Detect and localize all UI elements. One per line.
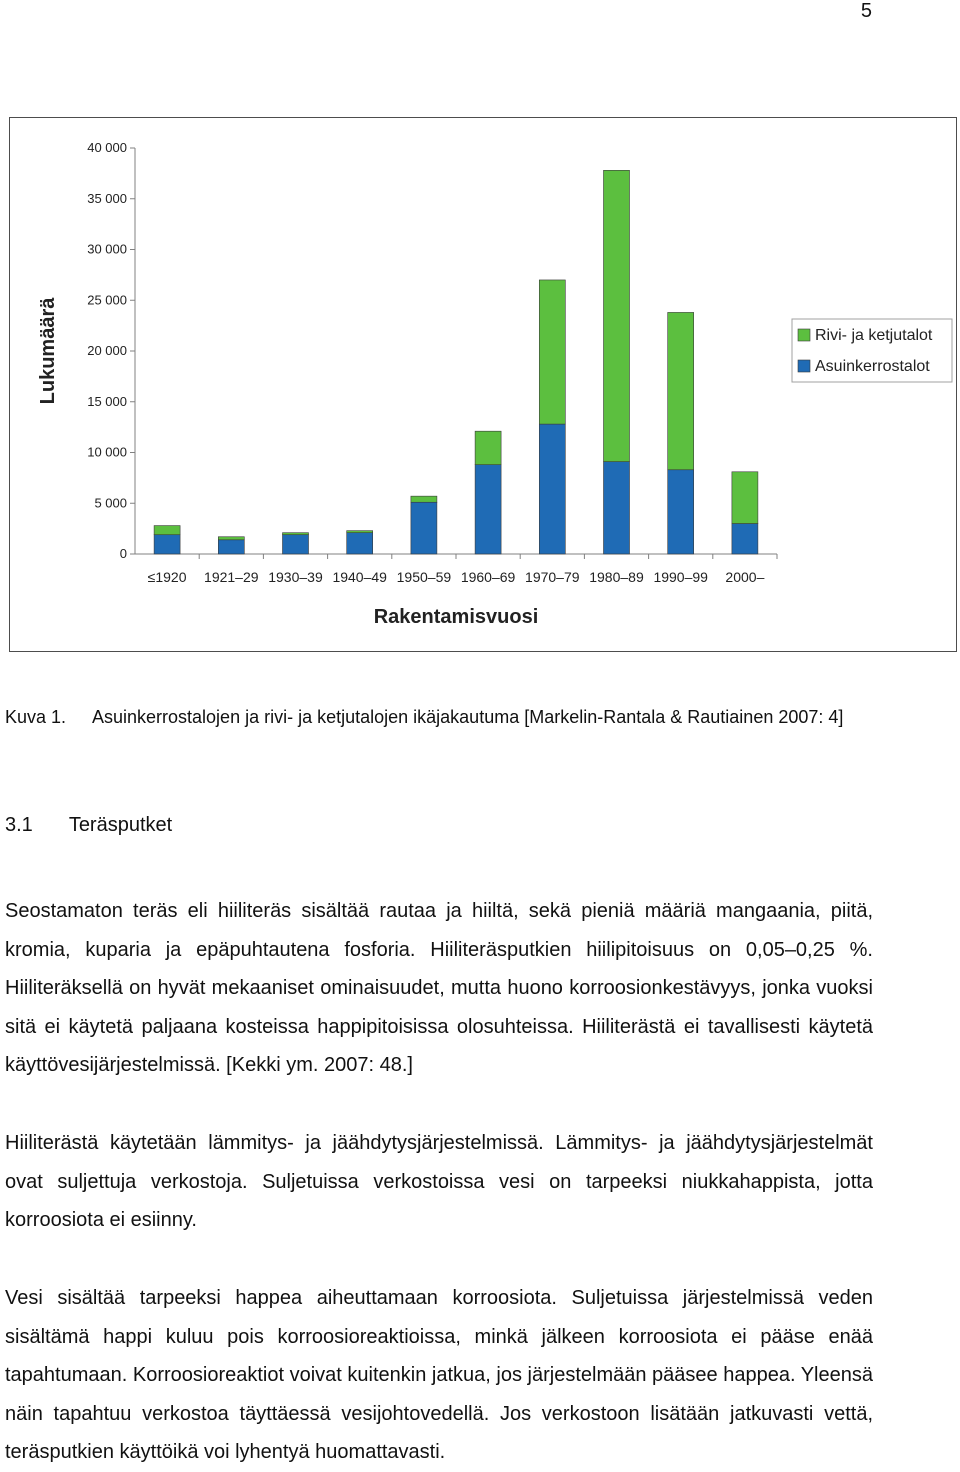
bar-chart <box>10 118 956 651</box>
x-tick-label: 1940–49 <box>332 569 387 585</box>
y-axis-title: Lukumäärä <box>37 297 59 405</box>
y-tick-label: 25 000 <box>87 292 127 308</box>
bar-rivi-ja-ketjutalot <box>154 526 180 535</box>
paragraph-3: Vesi sisältää tarpeeksi happea aiheuttamaan korroosiota. Suljetuissa järjestelmissä veden sisältämä happi kuluu pois korroosioreaktioissa, minkä jälkeen korroosiota ei pääse enää tapahtumaan. Korroosioreaktiot voivat kuitenkin jatkua, jos järjestelmään pääsee happea. Yleensä näin tapahtuu verkostoa täyttäessä vesijohtovedellä. Jos verkostoon lisätään jatkuvasti vettä, teräsputkien käyttöikä voi lyhentyä huomattavasti. <box>5 1287 873 1464</box>
x-axis-title: Rakentamisvuosi <box>373 606 539 628</box>
bar-rivi-ja-ketjutalot <box>539 280 565 424</box>
bar-rivi-ja-ketjutalot <box>604 170 630 461</box>
bar-rivi-ja-ketjutalot <box>347 531 373 533</box>
bar-rivi-ja-ketjutalot <box>732 472 758 524</box>
y-tick-label: 10 000 <box>87 444 127 460</box>
legend-swatch <box>798 329 810 341</box>
y-tick-label: 20 000 <box>87 343 127 358</box>
x-tick-label: 1930–39 <box>268 569 323 585</box>
section-heading <box>5 814 172 837</box>
bar-asuinkerrostalot <box>218 540 244 554</box>
bar-asuinkerrostalot <box>154 535 180 554</box>
caption-label: Kuva 1. <box>5 707 67 727</box>
y-tick-label: 5 000 <box>94 495 127 511</box>
x-tick-label: 1980–89 <box>589 569 644 585</box>
bar-asuinkerrostalot <box>347 533 373 554</box>
x-tick-label: 2000– <box>725 569 765 585</box>
legend-label: Rivi- ja ketjutalot <box>815 327 933 344</box>
x-tick-label: 1970–79 <box>525 569 580 585</box>
bar-asuinkerrostalot <box>475 465 501 554</box>
page-number: 5 <box>860 0 872 22</box>
figure-caption <box>5 706 885 728</box>
bar-asuinkerrostalot <box>539 424 565 554</box>
legend-swatch <box>798 360 810 372</box>
legend-label: Asuinkerrostalot <box>815 358 930 375</box>
section-title: Teräsputket <box>68 814 173 836</box>
figure-frame <box>9 117 957 652</box>
bar-rivi-ja-ketjutalot <box>411 496 437 502</box>
y-tick-label: 35 000 <box>87 190 127 206</box>
y-tick-label: 0 <box>119 546 127 561</box>
y-tick-label: 15 000 <box>87 393 127 409</box>
bar-rivi-ja-ketjutalot <box>283 533 309 535</box>
x-tick-label: 1960–69 <box>460 569 516 585</box>
paragraph-2: Hiiliterästä käytetään lämmitys- ja jäähdytysjärjestelmissä. Lämmitys- ja jäähdytysjärjestelmät ovat suljettuja verkostoja. Suljetuissa verkostoissa vesi on tarpeeksi niukkahappista, jotta korroosiota ei esiinny. <box>5 1132 873 1232</box>
bar-rivi-ja-ketjutalot <box>475 431 501 464</box>
caption-text: Asuinkerrostalojen ja rivi- ja ketjutalojen ikäjakautuma [Markelin-Rantala & Rautiainen 2007: 4] <box>92 707 844 727</box>
x-tick-label: 1990–99 <box>653 569 708 585</box>
bar-asuinkerrostalot <box>411 502 437 554</box>
x-tick-label: 1950–59 <box>396 569 452 585</box>
bar-asuinkerrostalot <box>668 470 694 554</box>
y-tick-label: 40 000 <box>87 140 127 155</box>
bar-asuinkerrostalot <box>283 535 309 554</box>
bar-rivi-ja-ketjutalot <box>218 537 244 540</box>
paragraph-1: Seostamaton teräs eli hiiliteräs sisältää rautaa ja hiiltä, sekä pieniä määriä mangaania, piitä, kromia, kuparia ja epäpuhtautena fosforia. Hiiliteräsputkien hiilipitoisuus on 0,05–0,25 %. Hiiliteräksellä on hyvät mekaaniset ominaisuudet, mutta huono korroosionkestävyys, jonka vuoksi sitä ei käytetä paljaana kosteissa happipitoisissa olosuhteissa. Hiiliterästä ei tavallisesti käytetä käyttövesijärjestelmissä. [Kekki ym. 2007: 48.] <box>5 900 873 1077</box>
bar-rivi-ja-ketjutalot <box>668 312 694 469</box>
bar-asuinkerrostalot <box>732 524 758 554</box>
x-tick-label: 1921–29 <box>204 569 259 585</box>
x-tick-label: ≤1920 <box>147 569 187 585</box>
section-number: 3.1 <box>5 814 33 836</box>
y-tick-label: 30 000 <box>87 241 127 257</box>
bar-asuinkerrostalot <box>604 462 630 554</box>
